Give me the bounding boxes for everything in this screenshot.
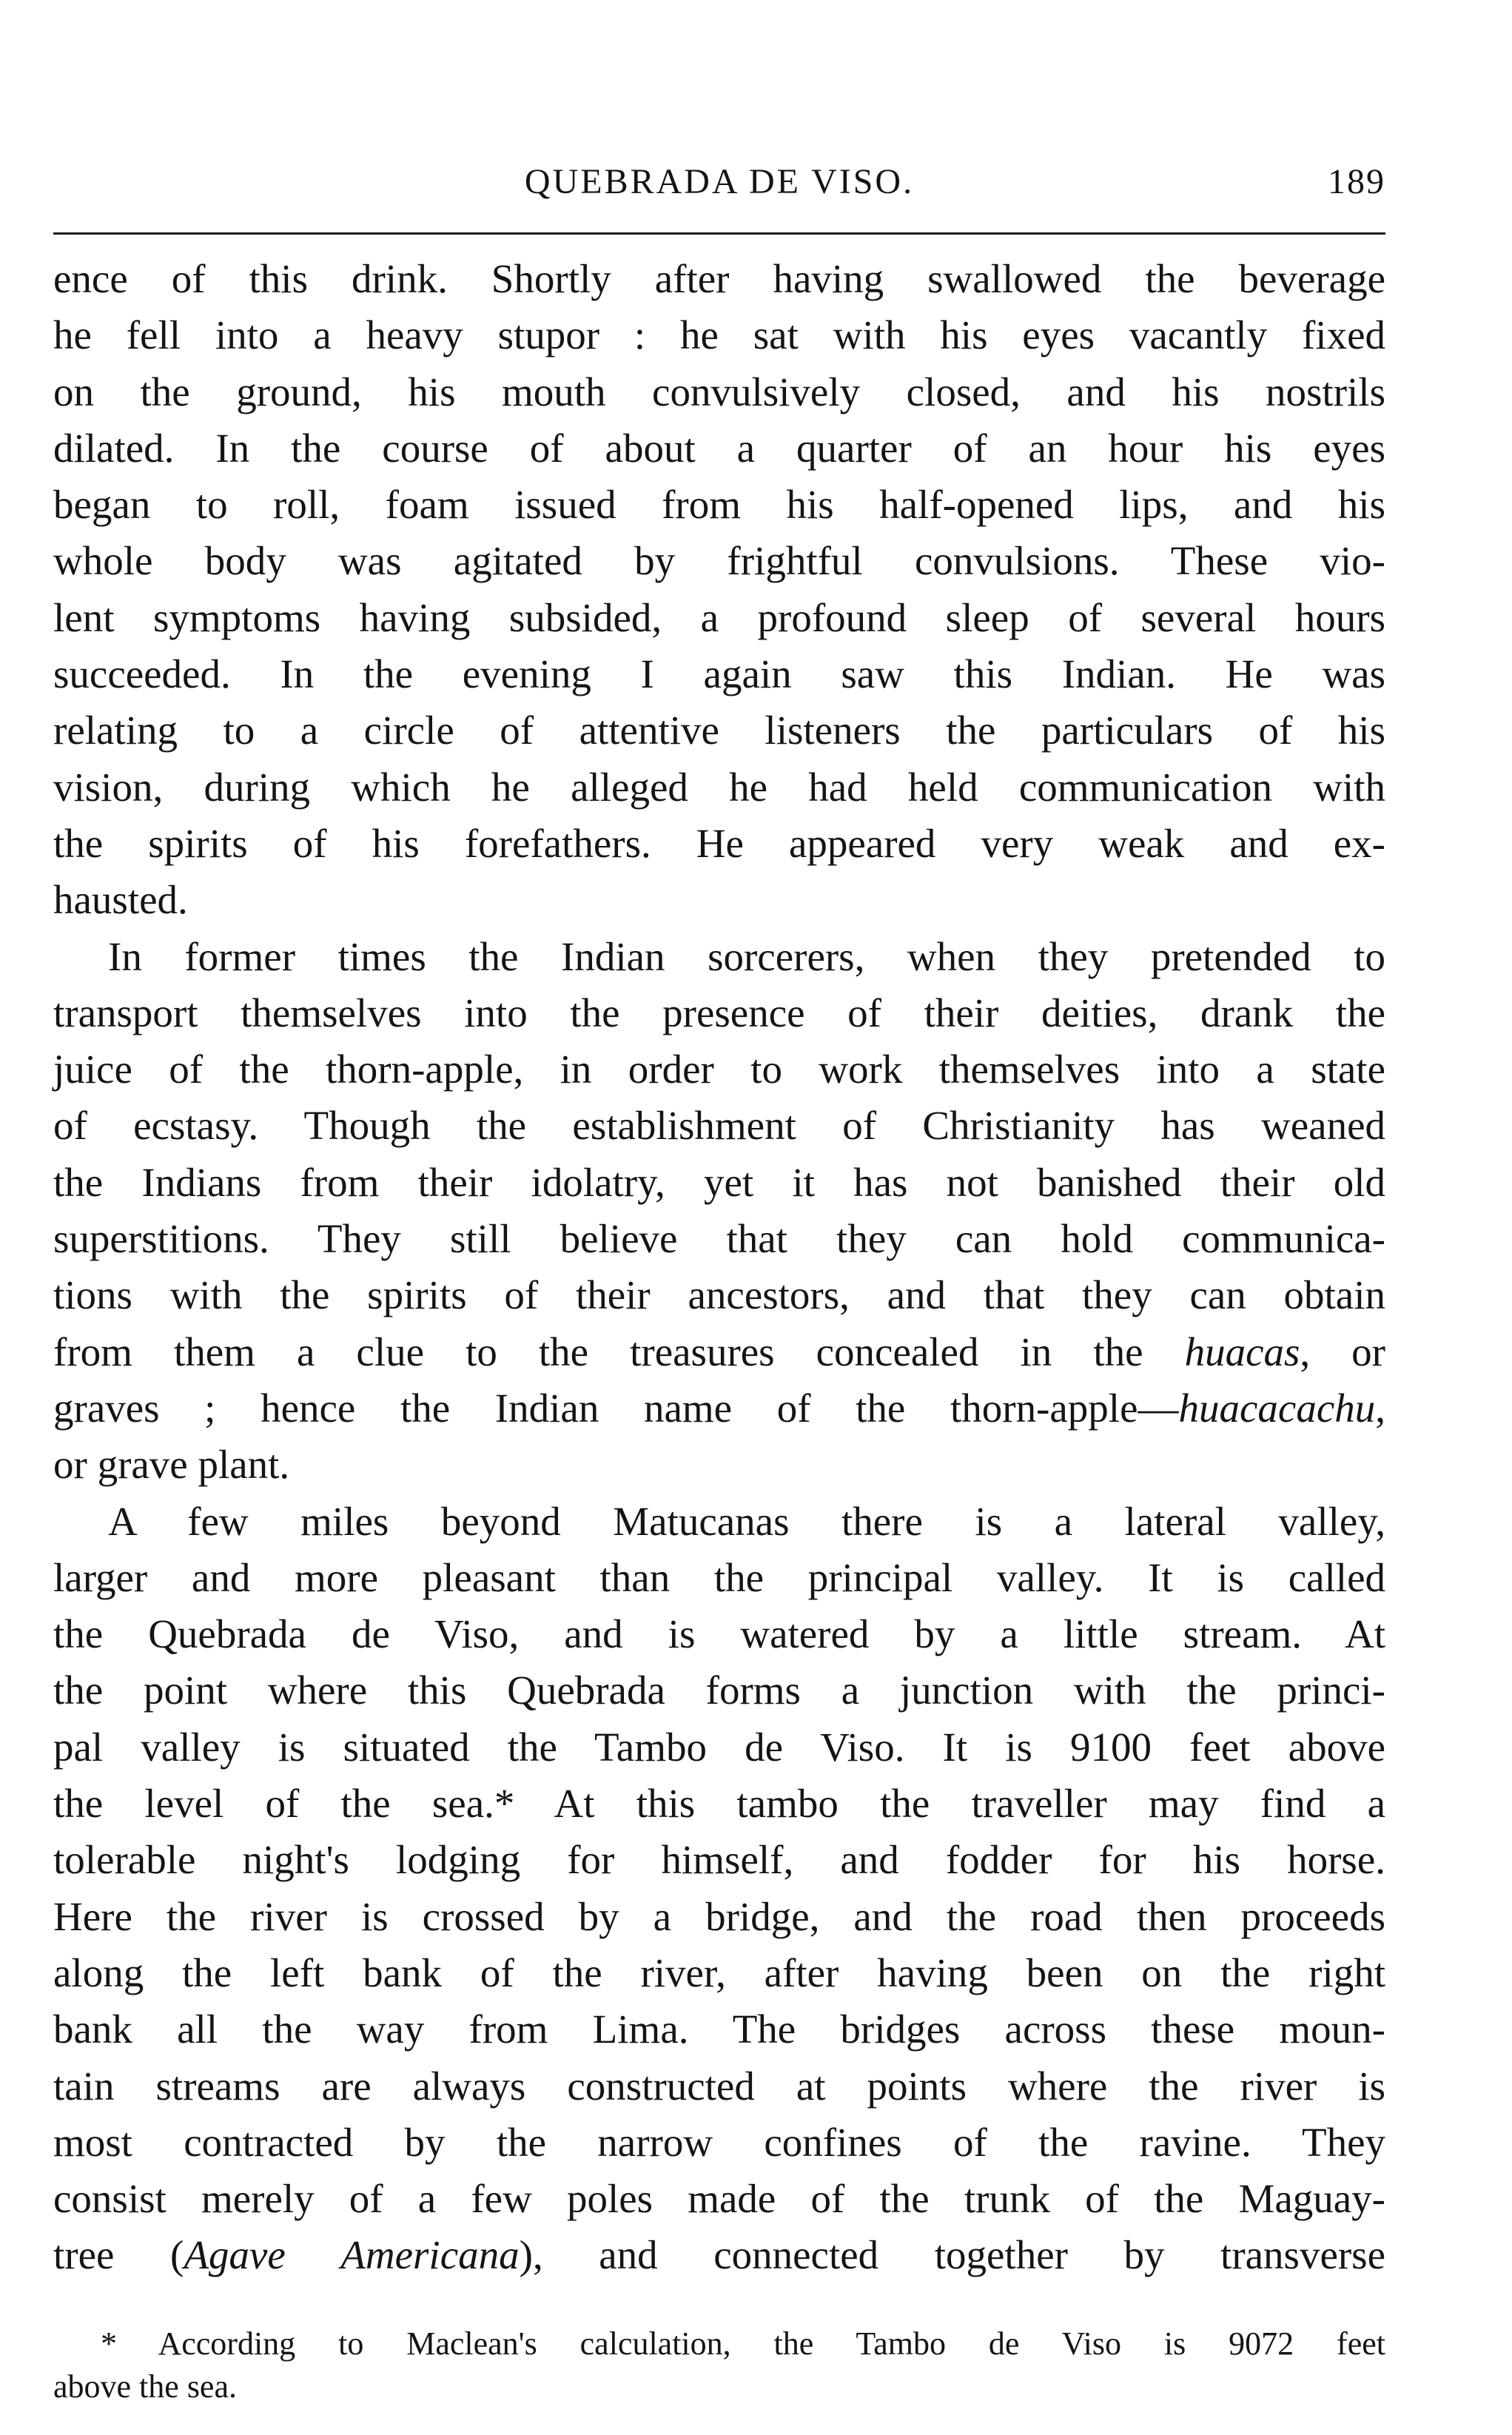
text-line: bank all the way from Lima. The bridges across these moun- <box>53 2006 1385 2052</box>
text-line: of ecstasy. Though the establishment of Christianity has weaned <box>53 1103 1385 1149</box>
text-line-with-italic <box>53 1380 1385 1437</box>
text-line: tain streams are always constructed at points where the river is <box>53 2063 1385 2109</box>
text-line: hausted. <box>53 877 188 923</box>
italic-term-huacas: huacas <box>1184 1329 1300 1374</box>
italic-term-agave: Agave Americana <box>184 2232 520 2278</box>
running-title: QUEBRADA DE VISO. <box>524 162 915 201</box>
paragraph-start-line: In former times the Indian sorcerers, when they pretended to <box>108 933 1385 979</box>
text-line: dilated. In the course of about a quarter of an hour his eyes <box>53 425 1385 471</box>
text-line: consist merely of a few poles made of the trunk of the Maguay- <box>53 2176 1385 2222</box>
text-line: tions with the spirits of their ancestors, and that they can obtain <box>53 1272 1385 1318</box>
body-text <box>53 251 1385 2284</box>
text-line: the point where this Quebrada forms a junction with the princi- <box>53 1667 1385 1713</box>
text-line: or grave plant. <box>53 1442 290 1488</box>
text-segment: graves ; hence the Indian name of the thorn-apple— <box>53 1385 1179 1431</box>
text-segment: , <box>1375 1385 1385 1431</box>
page-number: 189 <box>1328 162 1385 201</box>
footnote-line: * According to Maclean's calculation, the Tambo de Viso is 9072 feet <box>101 2325 1385 2362</box>
text-line-with-italic <box>53 1324 1385 1380</box>
text-line: on the ground, his mouth convulsively closed, and his nostrils <box>53 369 1385 414</box>
text-line: transport themselves into the presence of their deities, drank the <box>53 990 1385 1035</box>
text-line-with-italic <box>53 2227 1385 2283</box>
header-rule <box>53 232 1385 235</box>
text-line: pal valley is situated the Tambo de Viso. It is 9100 feet above <box>53 1724 1385 1770</box>
text-line: Here the river is crossed by a bridge, and the road then proceeds <box>53 1893 1385 1939</box>
text-line: began to roll, foam issued from his half-opened lips, and his <box>53 482 1385 528</box>
running-head <box>53 161 1385 213</box>
text-line: tolerable night's lodging for himself, and fodder for his horse. <box>53 1837 1385 1883</box>
italic-term-huacacachu: huacacachu <box>1178 1385 1376 1431</box>
paragraph-start-line: A few miles beyond Matucanas there is a lateral valley, <box>108 1498 1385 1544</box>
text-line: ence of this drink. Shortly after having swallowed the beverage <box>53 256 1385 301</box>
text-segment: tree ( <box>53 2232 184 2278</box>
text-line: vision, during which he alleged he had held communication with <box>53 764 1385 810</box>
text-line: succeeded. In the evening I again saw this Indian. He was <box>53 651 1385 697</box>
text-line: juice of the thorn-apple, in order to work themselves into a state <box>53 1047 1385 1092</box>
text-line: the Indians from their idolatry, yet it has not banished their old <box>53 1159 1385 1205</box>
footnote-line: above the sea. <box>53 2368 237 2405</box>
text-line: whole body was agitated by frightful convulsions. These vio- <box>53 538 1385 584</box>
text-line: the level of the sea.* At this tambo the traveller may find a <box>53 1781 1385 1827</box>
text-line: superstitions. They still believe that they can hold communica- <box>53 1216 1385 1262</box>
text-line: lent symptoms having subsided, a profound sleep of several hours <box>53 594 1385 640</box>
text-line: he fell into a heavy stupor : he sat with his eyes vacantly fixed <box>53 312 1385 358</box>
text-line: the Quebrada de Viso, and is watered by a little stream. At <box>53 1611 1385 1657</box>
text-line: larger and more pleasant than the principal valley. It is called <box>53 1554 1385 1600</box>
footnote <box>53 2323 1385 2408</box>
text-segment: , or <box>1300 1329 1385 1374</box>
text-segment: ), and connected together by transverse <box>519 2232 1385 2278</box>
text-line: relating to a circle of attentive listeners the particulars of his <box>53 708 1385 753</box>
text-line: along the left bank of the river, after having been on the right <box>53 1949 1385 1995</box>
text-segment: from them a clue to the treasures concealed in the <box>53 1329 1143 1374</box>
text-line: the spirits of his forefathers. He appeared very weak and ex- <box>53 820 1385 866</box>
text-line: most contracted by the narrow confines of the ravine. They <box>53 2119 1385 2165</box>
